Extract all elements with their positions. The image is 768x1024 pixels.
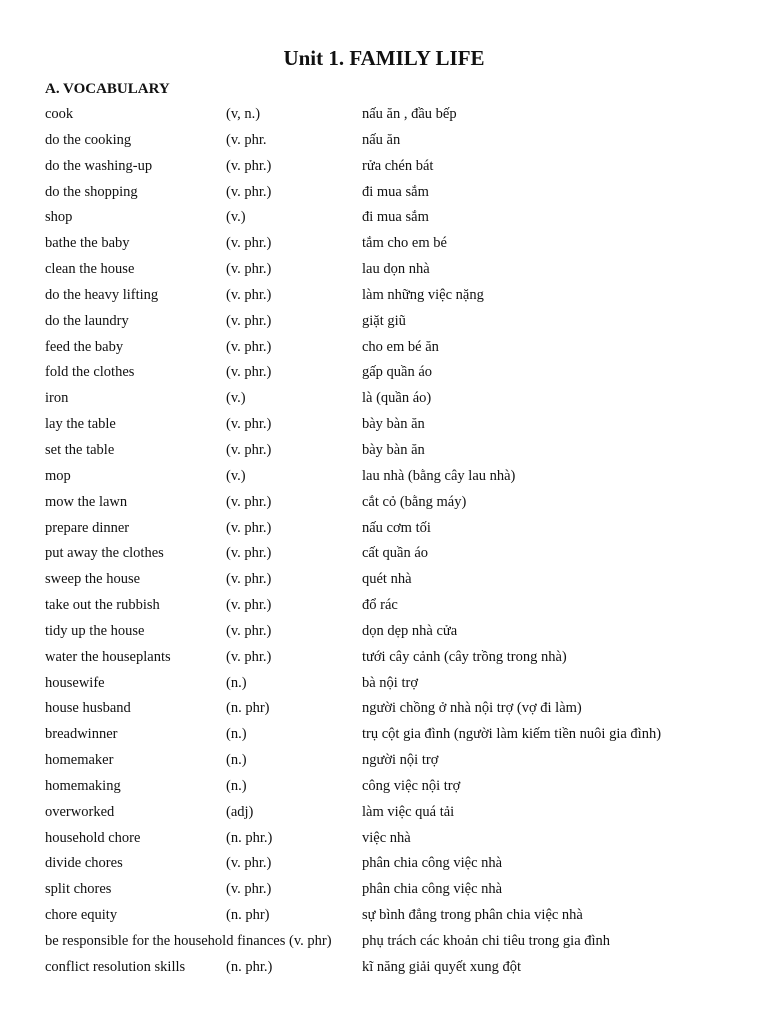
vocab-word: chore equity [45, 907, 118, 924]
vocab-word: do the heavy lifting [45, 286, 159, 303]
vocab-row [45, 386, 745, 412]
vocab-meaning: tắm cho em bé [362, 235, 447, 252]
vocab-part-of-speech: (v.) [226, 390, 246, 407]
vocab-part-of-speech: (n. phr.) [226, 829, 273, 846]
vocab-word: set the table [45, 441, 115, 458]
vocab-meaning: sự bình đẳng trong phân chia việc nhà [362, 907, 583, 924]
vocab-part-of-speech: (v. phr.) [226, 416, 272, 433]
vocab-word: sweep the house [45, 571, 141, 588]
vocab-word: housewife [45, 674, 105, 691]
vocab-meaning: đổ rác [362, 597, 398, 614]
vocab-part-of-speech: (v. phr.) [226, 338, 272, 355]
vocab-part-of-speech: (v.) [226, 467, 246, 484]
vocab-meaning: việc nhà [362, 829, 411, 846]
vocab-row [45, 593, 745, 619]
vocab-word: lay the table [45, 416, 116, 433]
vocab-word: do the shopping [45, 183, 138, 200]
vocab-word: feed the baby [45, 338, 124, 355]
vocab-part-of-speech: (n. phr) [226, 907, 270, 924]
vocab-part-of-speech: (n.) [226, 752, 247, 769]
vocab-part-of-speech: (n.) [226, 726, 247, 743]
vocab-word: put away the clothes [45, 545, 164, 562]
vocab-row [45, 102, 745, 128]
vocab-word: water the houseplants [45, 648, 171, 665]
vocab-row [45, 774, 745, 800]
vocab-part-of-speech: (v. phr.) [226, 648, 272, 665]
vocabulary-list [45, 102, 745, 981]
vocab-word: do the washing-up [45, 157, 153, 174]
vocab-meaning: nấu ăn , đầu bếp [362, 106, 457, 122]
vocab-row [45, 826, 745, 852]
vocab-row [45, 851, 745, 877]
vocab-part-of-speech: (v. phr.) [226, 622, 272, 639]
vocab-word: household chore [45, 829, 141, 846]
vocab-meaning: đi mua sắm [362, 183, 429, 200]
vocab-meaning: làm việc quá tải [362, 803, 455, 820]
vocab-part-of-speech: (v, n.) [226, 106, 261, 122]
vocab-word: fold the clothes [45, 364, 135, 381]
vocab-part-of-speech: (v. phr.) [226, 183, 272, 200]
vocab-part-of-speech: (v.) [226, 209, 246, 226]
vocab-meaning: người nội trợ [362, 752, 439, 769]
vocab-meaning: rửa chén bát [362, 157, 434, 174]
vocab-part-of-speech: (v. phr.) [226, 545, 272, 562]
vocab-meaning: kĩ năng giải quyết xung đột [362, 958, 522, 975]
vocab-word: cook [45, 106, 74, 122]
vocab-meaning: đi mua sắm [362, 209, 429, 226]
vocab-row [45, 955, 745, 981]
vocab-part-of-speech: (v. phr.) [226, 312, 272, 329]
vocab-word: clean the house [45, 261, 135, 278]
vocab-meaning: phân chia công việc nhà [362, 881, 503, 898]
vocab-meaning: người chồng ở nhà nội trợ (vợ đi làm) [362, 700, 582, 717]
vocab-meaning: bày bàn ăn [362, 416, 425, 433]
vocab-row [45, 154, 745, 180]
vocab-row [45, 464, 745, 490]
vocab-word: prepare dinner [45, 519, 130, 536]
vocab-row [45, 309, 745, 335]
vocab-part-of-speech: (v. phr.) [226, 571, 272, 588]
vocab-row [45, 335, 745, 361]
vocab-part-of-speech: (n.) [226, 777, 247, 794]
vocab-row [45, 800, 745, 826]
vocab-word: tidy up the house [45, 622, 145, 639]
vocab-meaning: cho em bé ăn [362, 338, 439, 355]
vocab-meaning: nấu cơm tối [362, 519, 431, 536]
vocab-part-of-speech: (v. phr.) [226, 597, 272, 614]
vocab-meaning: giặt giũ [362, 312, 406, 329]
vocab-row [45, 877, 745, 903]
vocab-meaning: nấu ăn [362, 131, 401, 148]
vocab-part-of-speech: (v. phr.) [226, 364, 272, 381]
vocab-row [45, 205, 745, 231]
vocab-meaning: lau dọn nhà [362, 261, 430, 278]
vocab-part-of-speech: (adj) [226, 803, 254, 820]
vocab-meaning: gấp quần áo [362, 364, 433, 381]
vocab-part-of-speech: (n. phr.) [226, 958, 273, 975]
vocab-row [45, 490, 745, 516]
page-title: Unit 1. FAMILY LIFE [283, 46, 485, 70]
vocab-row [45, 231, 745, 257]
vocab-row [45, 283, 745, 309]
vocab-word: bathe the baby [45, 235, 130, 252]
vocab-word: homemaking [45, 777, 121, 794]
vocab-meaning: làm những việc nặng [362, 286, 484, 303]
vocab-row [45, 567, 745, 593]
vocab-meaning: cất quần áo [362, 545, 429, 562]
vocab-row [45, 748, 745, 774]
vocab-part-of-speech: (v. phr.) [226, 493, 272, 510]
vocab-part-of-speech: (v. phr.) [226, 855, 272, 872]
vocab-word: conflict resolution skills [45, 958, 186, 975]
vocab-word: split chores [45, 881, 112, 898]
vocab-word: overworked [45, 803, 115, 820]
vocab-word: breadwinner [45, 726, 118, 743]
vocab-word: shop [45, 209, 73, 226]
vocab-row [45, 929, 745, 955]
vocab-word: homemaker [45, 752, 114, 769]
vocab-word: do the cooking [45, 131, 132, 148]
vocab-row [45, 645, 745, 671]
vocab-meaning: bà nội trợ [362, 674, 418, 691]
vocab-meaning: là (quần áo) [362, 390, 432, 407]
vocab-meaning: trụ cột gia đình (người làm kiếm tiền nuôi gia đình) [362, 726, 662, 743]
vocab-row [45, 671, 745, 697]
vocab-row [45, 541, 745, 567]
vocab-part-of-speech: (n. phr) [226, 700, 270, 717]
section-heading: A. VOCABULARY [45, 81, 170, 97]
vocab-row [45, 128, 745, 154]
vocab-part-of-speech: (v. phr.) [226, 286, 272, 303]
vocab-word: divide chores [45, 855, 123, 872]
vocab-meaning: bày bàn ăn [362, 441, 425, 458]
vocab-row [45, 903, 745, 929]
vocab-row [45, 438, 745, 464]
vocab-meaning: dọn dẹp nhà cửa [362, 622, 458, 639]
vocab-meaning: phân chia công việc nhà [362, 855, 503, 872]
vocab-part-of-speech: (v. phr.) [226, 261, 272, 278]
vocab-word: be responsible for the household finances (v. phr) [45, 933, 332, 949]
vocab-part-of-speech: (v. phr.) [226, 881, 272, 898]
vocab-meaning: công việc nội trợ [362, 777, 461, 794]
vocab-row [45, 696, 745, 722]
vocab-row [45, 360, 745, 386]
vocab-meaning: cắt cỏ (bằng máy) [362, 493, 467, 510]
vocab-row [45, 412, 745, 438]
vocab-meaning: phụ trách các khoản chi tiêu trong gia đình [362, 933, 611, 949]
vocab-word: mow the lawn [45, 493, 128, 510]
vocab-word: do the laundry [45, 312, 129, 329]
vocab-word: take out the rubbish [45, 597, 160, 614]
vocab-part-of-speech: (v. phr.) [226, 441, 272, 458]
vocab-meaning: quét nhà [362, 571, 412, 588]
vocab-row [45, 257, 745, 283]
vocab-part-of-speech: (v. phr. [226, 131, 267, 148]
vocab-row [45, 722, 745, 748]
vocab-row [45, 516, 745, 542]
vocab-row [45, 180, 745, 206]
vocab-row [45, 619, 745, 645]
vocab-part-of-speech: (n.) [226, 674, 247, 691]
vocab-part-of-speech: (v. phr.) [226, 235, 272, 252]
vocab-word: house husband [45, 700, 131, 717]
vocab-word: iron [45, 390, 69, 407]
vocab-meaning: tưới cây cảnh (cây trồng trong nhà) [362, 648, 567, 665]
vocab-word: mop [45, 467, 71, 484]
vocab-part-of-speech: (v. phr.) [226, 519, 272, 536]
vocab-part-of-speech: (v. phr.) [226, 157, 272, 174]
vocab-meaning: lau nhà (bằng cây lau nhà) [362, 467, 516, 484]
